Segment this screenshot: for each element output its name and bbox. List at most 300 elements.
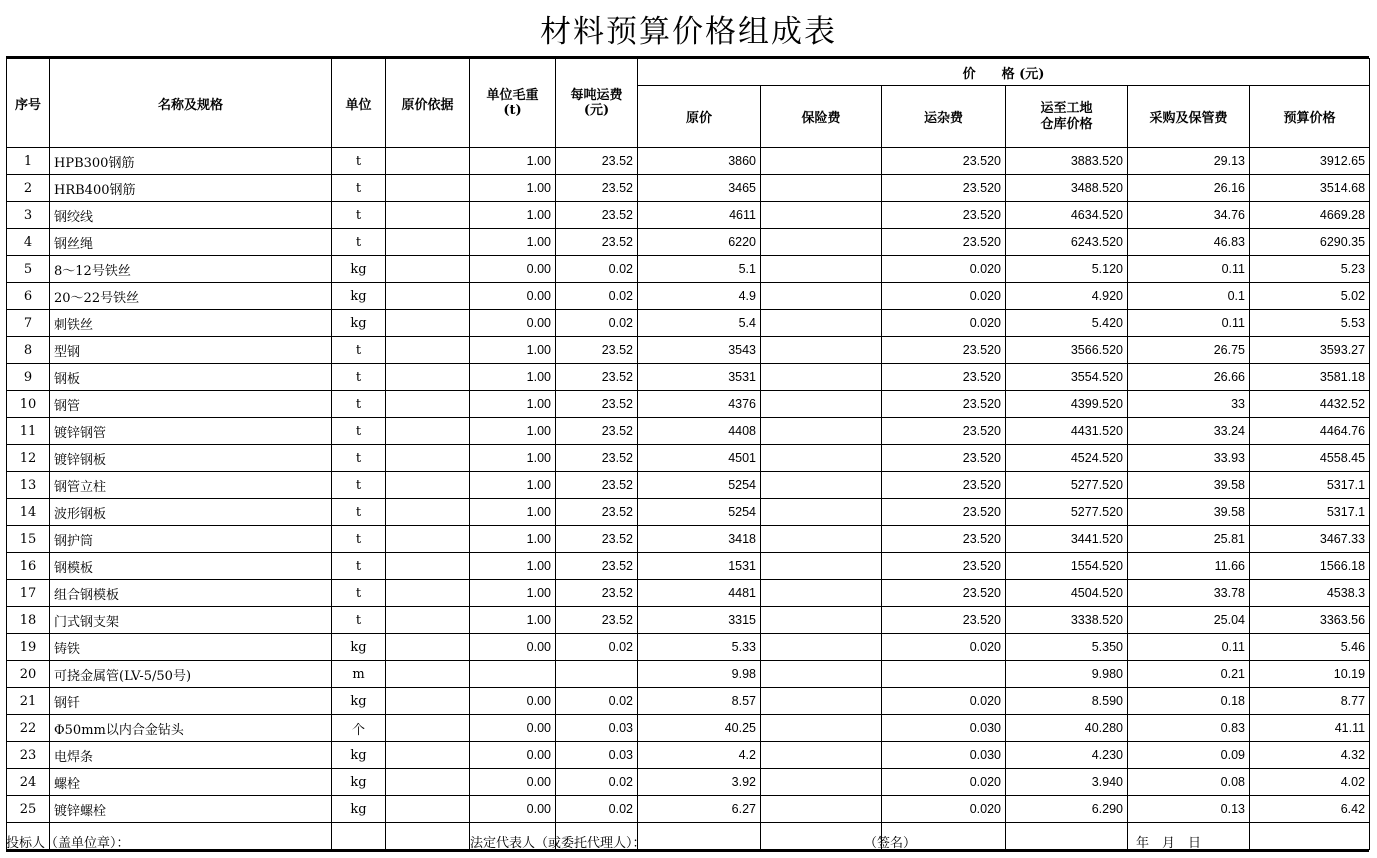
cell-insurance [761,175,882,202]
cell-site: 5277.520 [1006,472,1128,499]
cell-unit: kg [332,283,386,310]
cell-budget: 1566.18 [1250,553,1370,580]
cell-unit: kg [332,796,386,823]
cell-original: 40.25 [638,715,761,742]
table-row [7,418,1370,445]
cell-insurance [761,310,882,337]
cell-basis [386,391,470,418]
cell-budget: 3912.65 [1250,148,1370,175]
cell-misc [882,661,1006,688]
cell-name: 可挠金属管(LV-5/50号) [50,661,332,688]
cell-budget: 4432.52 [1250,391,1370,418]
cell-storage: 29.13 [1128,148,1250,175]
cell-misc: 0.020 [882,769,1006,796]
cell-storage: 0.11 [1128,310,1250,337]
cell-misc: 23.520 [882,472,1006,499]
cell-budget: 5317.1 [1250,499,1370,526]
cell-storage: 39.58 [1128,472,1250,499]
cell-storage: 0.11 [1128,256,1250,283]
cell-budget: 5.23 [1250,256,1370,283]
cell-basis [386,472,470,499]
cell-original: 4.2 [638,742,761,769]
cell-unit: t [332,445,386,472]
cell-seq: 10 [7,391,50,418]
cell-budget: 4538.3 [1250,580,1370,607]
cell-insurance [761,445,882,472]
table-row [7,499,1370,526]
cell-budget: 6.42 [1250,796,1370,823]
cell-unit: m [332,661,386,688]
cell-freight: 23.52 [556,526,638,553]
cell-seq: 3 [7,202,50,229]
cell-insurance [761,418,882,445]
cell-insurance [761,796,882,823]
table-row [7,634,1370,661]
cell-freight: 0.02 [556,796,638,823]
cell-original: 6.27 [638,796,761,823]
cell-unit: t [332,364,386,391]
cell-tail [386,823,470,850]
cell-misc: 23.520 [882,499,1006,526]
cell-storage: 26.66 [1128,364,1250,391]
cell-misc: 0.020 [882,796,1006,823]
cell-weight: 1.00 [470,148,556,175]
cell-basis [386,688,470,715]
header-weight: 单位毛重 (t) [470,59,556,148]
cell-site: 4431.520 [1006,418,1128,445]
cell-name: HPB300钢筋 [50,148,332,175]
cell-insurance [761,364,882,391]
cell-weight: 0.00 [470,688,556,715]
cell-seq: 14 [7,499,50,526]
cell-original: 3543 [638,337,761,364]
cell-unit: kg [332,769,386,796]
cell-unit: t [332,526,386,553]
cell-misc: 23.520 [882,229,1006,256]
cell-weight: 1.00 [470,337,556,364]
header-budget: 预算价格 [1250,86,1370,148]
cell-original: 4.9 [638,283,761,310]
cell-freight: 23.52 [556,148,638,175]
cell-unit: t [332,337,386,364]
cell-insurance [761,688,882,715]
cell-original: 3531 [638,364,761,391]
cell-freight: 23.52 [556,391,638,418]
cell-site: 5.350 [1006,634,1128,661]
cell-site: 5277.520 [1006,499,1128,526]
cell-name: 型钢 [50,337,332,364]
cell-freight: 0.02 [556,256,638,283]
cell-unit: kg [332,256,386,283]
cell-unit: t [332,175,386,202]
cell-basis [386,148,470,175]
cell-insurance [761,634,882,661]
cell-site: 4634.520 [1006,202,1128,229]
cell-freight: 23.52 [556,607,638,634]
cell-weight: 0.00 [470,742,556,769]
cell-weight [470,661,556,688]
cell-site: 4504.520 [1006,580,1128,607]
cell-budget: 8.77 [1250,688,1370,715]
table-row [7,148,1370,175]
cell-budget: 3363.56 [1250,607,1370,634]
cell-basis [386,310,470,337]
cell-original: 6220 [638,229,761,256]
cell-insurance [761,148,882,175]
header-freight: 每吨运费 (元) [556,59,638,148]
cell-original: 5.33 [638,634,761,661]
cell-name: 组合钢模板 [50,580,332,607]
cell-seq: 17 [7,580,50,607]
cell-freight [556,661,638,688]
cell-basis [386,256,470,283]
cell-basis [386,769,470,796]
cell-site: 4399.520 [1006,391,1128,418]
cell-basis [386,580,470,607]
table-row [7,175,1370,202]
cell-storage: 46.83 [1128,229,1250,256]
cell-budget: 4.32 [1250,742,1370,769]
table-row [7,229,1370,256]
cell-storage: 0.11 [1128,634,1250,661]
cell-original: 4501 [638,445,761,472]
cell-weight: 1.00 [470,418,556,445]
cell-storage: 26.75 [1128,337,1250,364]
cell-misc: 23.520 [882,148,1006,175]
cell-freight: 23.52 [556,175,638,202]
cell-misc: 23.520 [882,526,1006,553]
cell-budget: 41.11 [1250,715,1370,742]
cell-misc: 23.520 [882,580,1006,607]
cell-original: 4611 [638,202,761,229]
cell-seq: 8 [7,337,50,364]
cell-basis [386,553,470,580]
cell-basis [386,607,470,634]
table-row [7,796,1370,823]
cell-seq: 20 [7,661,50,688]
cell-seq: 22 [7,715,50,742]
cell-insurance [761,337,882,364]
cell-freight: 0.03 [556,715,638,742]
cell-original: 3.92 [638,769,761,796]
cell-name: HRB400钢筋 [50,175,332,202]
cell-misc: 0.020 [882,310,1006,337]
cell-seq: 18 [7,607,50,634]
cell-storage: 39.58 [1128,499,1250,526]
cell-weight: 1.00 [470,580,556,607]
cell-seq: 24 [7,769,50,796]
cell-budget: 4669.28 [1250,202,1370,229]
cell-basis [386,229,470,256]
cell-misc: 0.030 [882,715,1006,742]
cell-weight: 0.00 [470,796,556,823]
cell-insurance [761,229,882,256]
cell-budget: 10.19 [1250,661,1370,688]
cell-weight: 0.00 [470,769,556,796]
cell-storage: 0.09 [1128,742,1250,769]
cell-name: 螺栓 [50,769,332,796]
cell-insurance [761,661,882,688]
cell-insurance [761,391,882,418]
page-title: 材料预算价格组成表 [540,14,837,50]
cell-misc: 23.520 [882,175,1006,202]
cell-basis [386,661,470,688]
cell-name: 镀锌螺栓 [50,796,332,823]
cell-storage: 25.81 [1128,526,1250,553]
cell-original: 8.57 [638,688,761,715]
cell-weight: 1.00 [470,202,556,229]
cell-unit: t [332,418,386,445]
cell-unit: kg [332,310,386,337]
cell-weight: 1.00 [470,472,556,499]
cell-name: 钢模板 [50,553,332,580]
cell-freight: 23.52 [556,445,638,472]
cell-original: 3465 [638,175,761,202]
cell-basis [386,715,470,742]
cell-original: 5254 [638,472,761,499]
cell-freight: 23.52 [556,202,638,229]
cell-site: 1554.520 [1006,553,1128,580]
cell-storage: 33 [1128,391,1250,418]
cell-freight: 0.02 [556,634,638,661]
cell-budget: 3581.18 [1250,364,1370,391]
cell-unit: t [332,607,386,634]
table-row [7,661,1370,688]
cell-freight: 0.03 [556,742,638,769]
cell-freight: 0.02 [556,769,638,796]
cell-weight: 1.00 [470,607,556,634]
header-misc: 运杂费 [882,86,1006,148]
cell-storage: 11.66 [1128,553,1250,580]
table-row [7,688,1370,715]
cell-misc: 23.520 [882,364,1006,391]
footer-representative: 法定代表人（或委托代理人）： [470,836,646,851]
table-row [7,472,1370,499]
cell-seq: 11 [7,418,50,445]
cell-site: 6.290 [1006,796,1128,823]
cell-original: 3860 [638,148,761,175]
header-basis: 原价依据 [386,59,470,148]
cell-tail [1006,823,1128,850]
cell-weight: 1.00 [470,175,556,202]
cell-site: 9.980 [1006,661,1128,688]
cell-misc: 23.520 [882,553,1006,580]
cell-freight: 23.52 [556,418,638,445]
cell-basis [386,499,470,526]
cell-budget: 5.46 [1250,634,1370,661]
table-row [7,202,1370,229]
cell-unit: t [332,553,386,580]
cell-unit: t [332,499,386,526]
cell-freight: 0.02 [556,688,638,715]
cell-basis [386,418,470,445]
cell-freight: 23.52 [556,337,638,364]
cell-weight: 0.00 [470,310,556,337]
cell-storage: 0.21 [1128,661,1250,688]
cell-site: 3488.520 [1006,175,1128,202]
cell-seq: 16 [7,553,50,580]
cell-misc: 0.030 [882,742,1006,769]
cell-unit: t [332,229,386,256]
cell-storage: 0.83 [1128,715,1250,742]
cell-unit: kg [332,688,386,715]
cell-name: 刺铁丝 [50,310,332,337]
cell-name: 门式钢支架 [50,607,332,634]
cell-name: 20～22号铁丝 [50,283,332,310]
cell-weight: 1.00 [470,499,556,526]
cell-name: 钢板 [50,364,332,391]
cell-name: 波形钢板 [50,499,332,526]
cell-freight: 23.52 [556,364,638,391]
cell-unit: t [332,391,386,418]
cell-insurance [761,607,882,634]
cell-storage: 0.08 [1128,769,1250,796]
table-header [7,59,1370,148]
cell-original: 5254 [638,499,761,526]
cell-storage: 0.1 [1128,283,1250,310]
cell-freight: 0.02 [556,310,638,337]
cell-name: 钢丝绳 [50,229,332,256]
cell-weight: 0.00 [470,715,556,742]
cell-site: 5.420 [1006,310,1128,337]
cell-basis [386,175,470,202]
cell-misc: 23.520 [882,418,1006,445]
cell-seq: 6 [7,283,50,310]
cell-original: 9.98 [638,661,761,688]
cell-weight: 0.00 [470,634,556,661]
cell-unit: kg [332,742,386,769]
cell-seq: 12 [7,445,50,472]
cell-insurance [761,526,882,553]
cell-site: 8.590 [1006,688,1128,715]
cell-tail [638,823,761,850]
cell-site: 40.280 [1006,715,1128,742]
cell-misc: 0.020 [882,283,1006,310]
table-row [7,445,1370,472]
cell-unit: t [332,580,386,607]
cell-misc: 0.020 [882,256,1006,283]
cell-seq: 9 [7,364,50,391]
cell-seq: 7 [7,310,50,337]
cell-storage: 33.78 [1128,580,1250,607]
cell-site: 4524.520 [1006,445,1128,472]
header-storage: 采购及保管费 [1128,86,1250,148]
cell-insurance [761,283,882,310]
price-table [6,58,1370,850]
cell-basis [386,337,470,364]
cell-freight: 0.02 [556,283,638,310]
table-row [7,337,1370,364]
cell-site: 3338.520 [1006,607,1128,634]
cell-insurance [761,499,882,526]
cell-original: 3315 [638,607,761,634]
cell-weight: 1.00 [470,526,556,553]
cell-site: 3441.520 [1006,526,1128,553]
cell-weight: 1.00 [470,445,556,472]
cell-tail [332,823,386,850]
cell-seq: 13 [7,472,50,499]
cell-basis [386,202,470,229]
cell-name: 镀锌钢板 [50,445,332,472]
price-table-wrapper [6,56,1369,852]
cell-insurance [761,715,882,742]
cell-budget: 3467.33 [1250,526,1370,553]
cell-unit: t [332,472,386,499]
cell-name: Φ50mm以内合金钻头 [50,715,332,742]
cell-original: 5.1 [638,256,761,283]
cell-budget: 5.02 [1250,283,1370,310]
cell-original: 5.4 [638,310,761,337]
cell-original: 4376 [638,391,761,418]
header-name: 名称及规格 [50,59,332,148]
cell-name: 钢管立柱 [50,472,332,499]
table-row [7,283,1370,310]
cell-misc: 23.520 [882,202,1006,229]
cell-name: 钢护筒 [50,526,332,553]
cell-unit: 个 [332,715,386,742]
table-row [7,391,1370,418]
cell-weight: 1.00 [470,229,556,256]
cell-seq: 25 [7,796,50,823]
cell-seq: 4 [7,229,50,256]
cell-insurance [761,256,882,283]
cell-budget: 4.02 [1250,769,1370,796]
cell-budget: 3593.27 [1250,337,1370,364]
table-row [7,607,1370,634]
cell-basis [386,526,470,553]
header-unit: 单位 [332,59,386,148]
cell-site: 6243.520 [1006,229,1128,256]
cell-budget: 5.53 [1250,310,1370,337]
footer-date: 年 月 日 [1136,836,1202,851]
header-insurance: 保险费 [761,86,882,148]
footer-signature: （签名） [864,836,917,851]
footer-bidder: 投标人（盖单位章）： [6,836,130,851]
header-price-group: 价 格 (元) [638,59,1370,86]
table-row [7,742,1370,769]
cell-name: 电焊条 [50,742,332,769]
cell-misc: 23.520 [882,607,1006,634]
cell-original: 4408 [638,418,761,445]
cell-freight: 23.52 [556,472,638,499]
cell-insurance [761,553,882,580]
cell-insurance [761,580,882,607]
table-row [7,769,1370,796]
cell-seq: 15 [7,526,50,553]
cell-storage: 33.24 [1128,418,1250,445]
header-original: 原价 [638,86,761,148]
cell-basis [386,796,470,823]
cell-storage: 25.04 [1128,607,1250,634]
cell-name: 铸铁 [50,634,332,661]
cell-seq: 23 [7,742,50,769]
cell-budget: 4464.76 [1250,418,1370,445]
cell-storage: 0.13 [1128,796,1250,823]
cell-seq: 19 [7,634,50,661]
cell-original: 4481 [638,580,761,607]
cell-site: 4.230 [1006,742,1128,769]
cell-basis [386,742,470,769]
cell-misc: 0.020 [882,688,1006,715]
cell-name: 钢管 [50,391,332,418]
cell-storage: 26.16 [1128,175,1250,202]
table-row [7,553,1370,580]
table-row [7,256,1370,283]
cell-original: 1531 [638,553,761,580]
table-row [7,310,1370,337]
cell-freight: 23.52 [556,229,638,256]
cell-seq: 1 [7,148,50,175]
